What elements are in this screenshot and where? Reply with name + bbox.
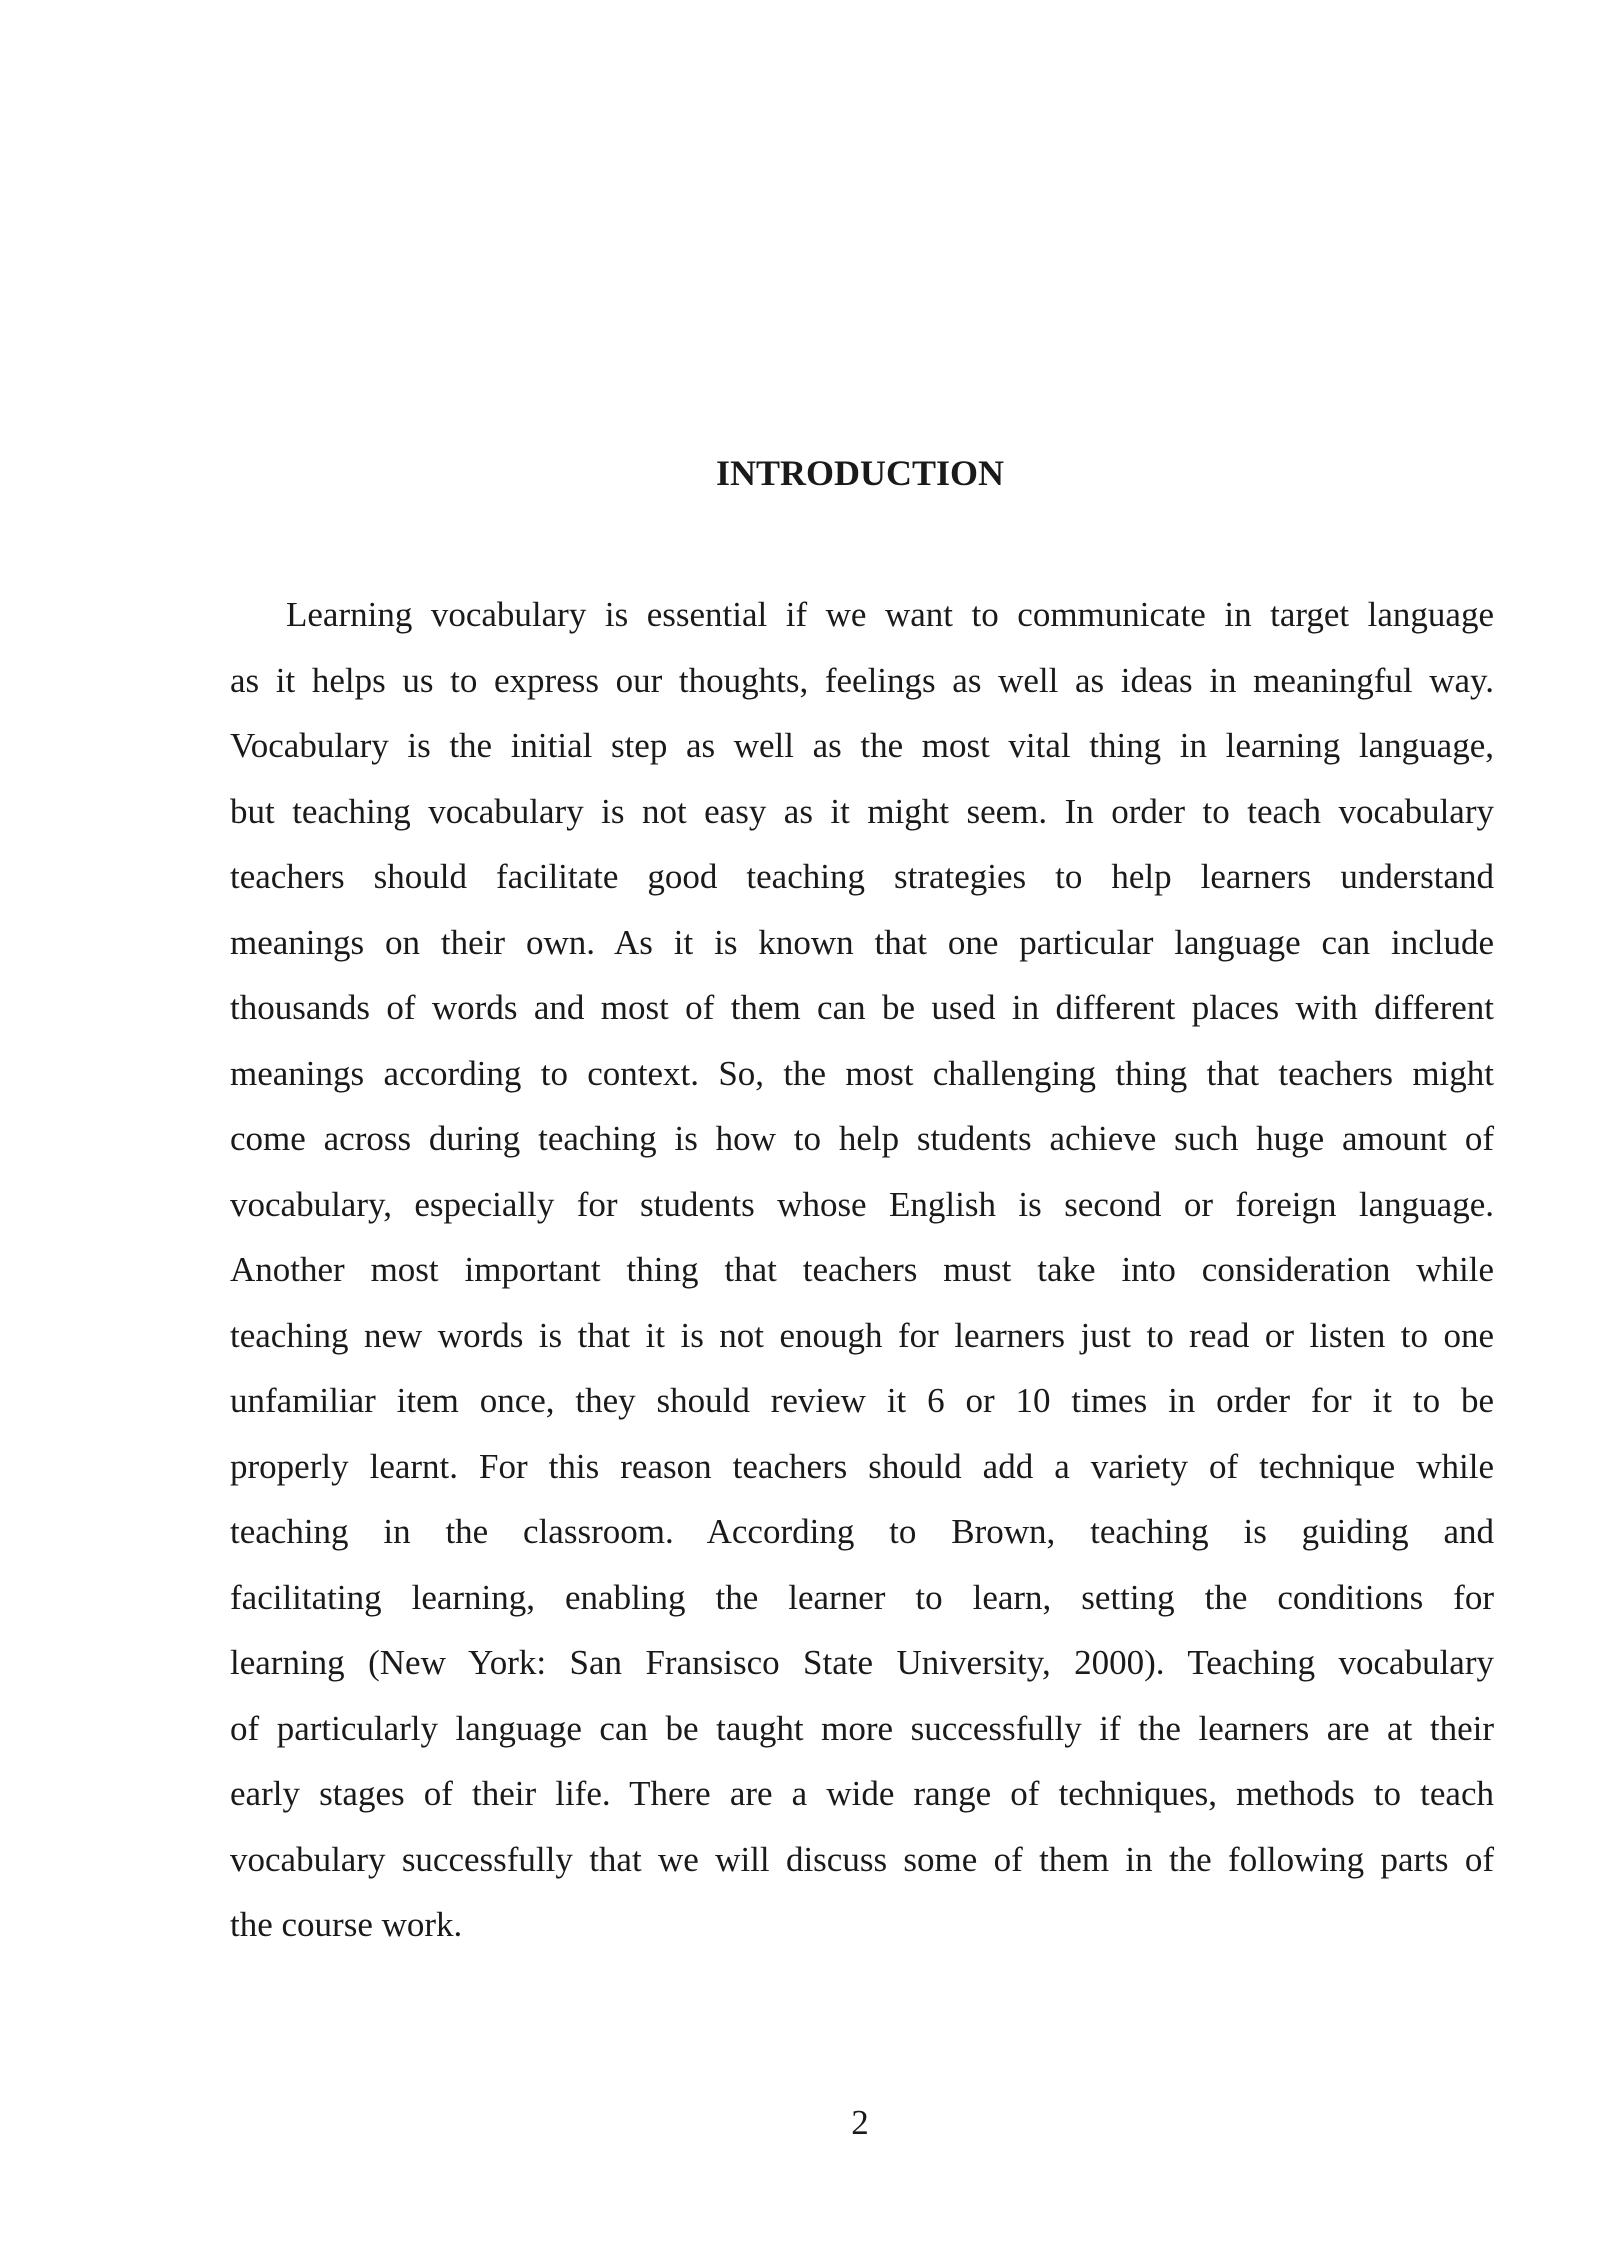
paragraph-line: teaching new words is that it is not enough for learners just to read or listen to one — [230, 1315, 1494, 1355]
page-number: 2 — [851, 2103, 869, 2142]
paragraph-line: properly learnt. For this reason teachers should add a variety of technique while — [230, 1446, 1494, 1486]
paragraph-line: facilitating learning, enabling the learner to learn, setting the conditions for — [230, 1577, 1494, 1617]
paragraph-line: vocabulary successfully that we will discuss some of them in the following parts of — [230, 1839, 1494, 1879]
paragraph-line: meanings on their own. As it is known that one particular language can include — [230, 922, 1494, 962]
paragraph-line: teaching in the classroom. According to Brown, teaching is guiding and — [230, 1512, 1494, 1551]
paragraph-line: of particularly language can be taught more successfully if the learners are at their — [230, 1708, 1494, 1748]
paragraph-line: teachers should facilitate good teaching strategies to help learners understand — [230, 857, 1494, 896]
paragraph-line: meanings according to context. So, the most challenging thing that teachers might — [230, 1053, 1494, 1093]
introduction-paragraph — [230, 582, 1494, 1958]
paragraph-line: unfamiliar item once, they should review it 6 or 10 times in order for it to be — [230, 1381, 1494, 1420]
paragraph-line: vocabulary, especially for students whose English is second or foreign language. — [230, 1184, 1494, 1224]
paragraph-line: Another most important thing that teachers must take into consideration while — [230, 1250, 1494, 1289]
paragraph-line: the course work. — [230, 1905, 463, 1944]
paragraph-line: Learning vocabulary is essential if we want to communicate in target language — [286, 595, 1494, 634]
paragraph-line: come across during teaching is how to help students achieve such huge amount of — [230, 1119, 1494, 1158]
paragraph-line: early stages of their life. There are a wide range of techniques, methods to teach — [230, 1774, 1494, 1813]
paragraph-line: Vocabulary is the initial step as well as the most vital thing in learning language, — [230, 726, 1494, 765]
section-title: INTRODUCTION — [715, 453, 1005, 493]
paragraph-line: as it helps us to express our thoughts, feelings as well as ideas in meaningful way. — [230, 660, 1494, 700]
paragraph-line: thousands of words and most of them can be used in different places with different — [230, 988, 1494, 1027]
paragraph-line: but teaching vocabulary is not easy as it might seem. In order to teach vocabulary — [230, 791, 1494, 831]
paragraph-line: learning (New York: San Fransisco State University, 2000). Teaching vocabulary — [230, 1643, 1494, 1682]
